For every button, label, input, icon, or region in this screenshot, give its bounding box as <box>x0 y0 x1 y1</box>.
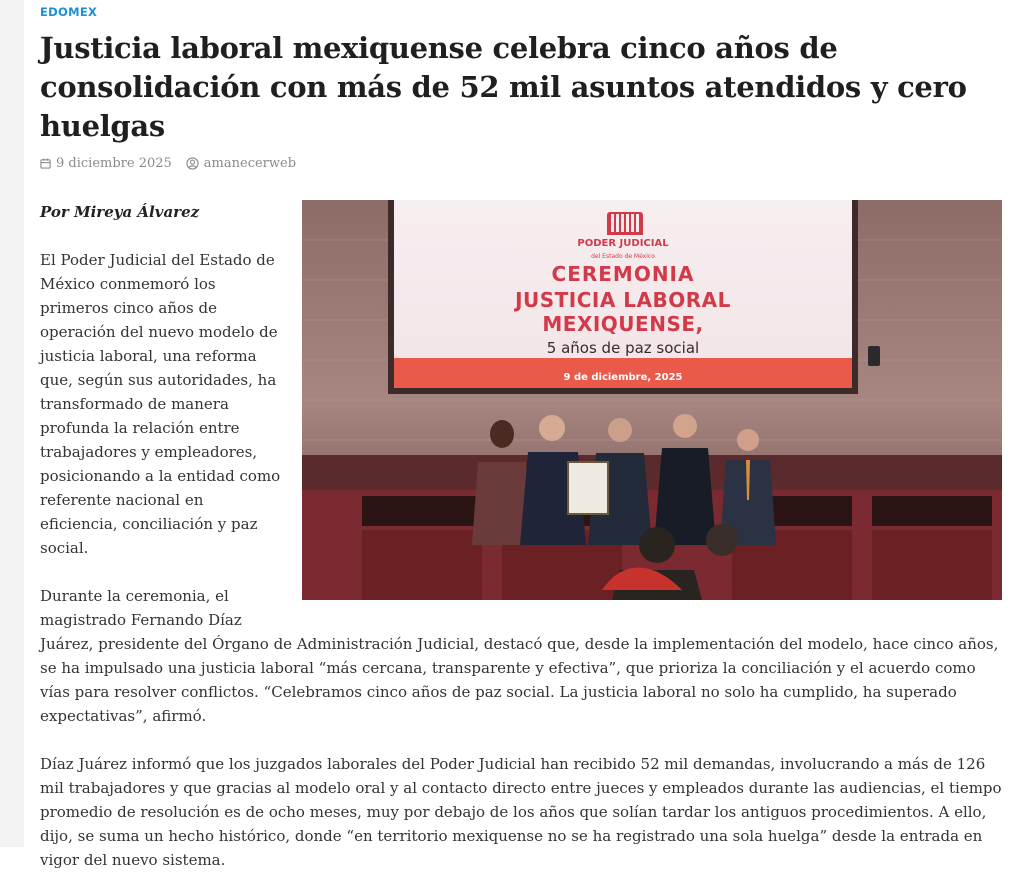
screen-logo-line2: del Estado de México <box>591 253 655 260</box>
category-link[interactable]: EDOMEX <box>40 5 98 19</box>
user-icon <box>186 157 199 170</box>
post-meta <box>40 156 1002 171</box>
projection-screen <box>394 200 852 388</box>
post-author-text: amanecerweb <box>203 156 297 171</box>
screen-title-line1: CEREMONIA <box>551 262 695 286</box>
calendar-icon <box>40 158 51 169</box>
post-date-text: 9 diciembre 2025 <box>56 156 172 171</box>
article-title: Justicia laboral mexiquense celebra cinco años de consolidación con más de 52 mil asuntos atendidos y cero huelgas <box>40 31 967 143</box>
screen-title-line3: MEXIQUENSE, <box>542 312 704 336</box>
article-photo <box>302 200 1002 600</box>
article-container <box>40 0 1002 896</box>
screen-subtitle: 5 años de paz social <box>546 339 700 357</box>
article-paragraph: Díaz Juárez informó que los juzgados laborales del Poder Judicial han recibido 52 mil demandas, involucrando a más de 126 mil trabajadores y que gracias al modelo oral y al contacto directo entre jueces y empleados durante las audiencias, el tiempo promedio de resolución es de ocho meses, muy por debajo de los años que solían tardar los antiguos procedimientos. A ello, dijo, se suma un hecho histórico, donde “en territorio mexiquense no se ha registrado una sola huelga” desde la entrada en vigor del nuevo sistema. <box>40 755 1002 869</box>
screen-date: 9 de diciembre, 2025 <box>563 372 683 383</box>
article-paragraph: El Poder Judicial del Estado de México conmemoró los primeros cinco años de operación del nuevo modelo de justicia laboral, una reforma que, según sus autoridades, ha transformado de manera profunda la relación entre trabajadores y empleadores, posicionando a la entidad como referente nacional en eficiencia, conciliación y paz social. <box>40 251 281 557</box>
post-date[interactable] <box>40 156 172 171</box>
article-body <box>40 200 1002 872</box>
screen-title-line2: JUSTICIA LABORAL <box>515 288 731 312</box>
article-byline: Por Mireya Álvarez <box>40 203 200 221</box>
left-sidebar-strip <box>0 0 24 847</box>
post-author[interactable] <box>186 156 296 171</box>
article-paragraph: Durante la ceremonia, el magistrado Fernando Díaz Juárez, presidente del Órgano de Administración Judicial, destacó que, desde la implementación del modelo, hace cinco años, se ha impulsado una justicia laboral “más cercana, transparente y efectiva”, que prioriza la conciliación y el acuerdo como vías para resolver conflictos. “Celebramos cinco años de paz social. La justicia laboral no solo ha cumplido, ha superado expectativas”, afirmó. <box>40 587 999 725</box>
screen-logo-line1: PODER JUDICIAL <box>577 238 669 249</box>
